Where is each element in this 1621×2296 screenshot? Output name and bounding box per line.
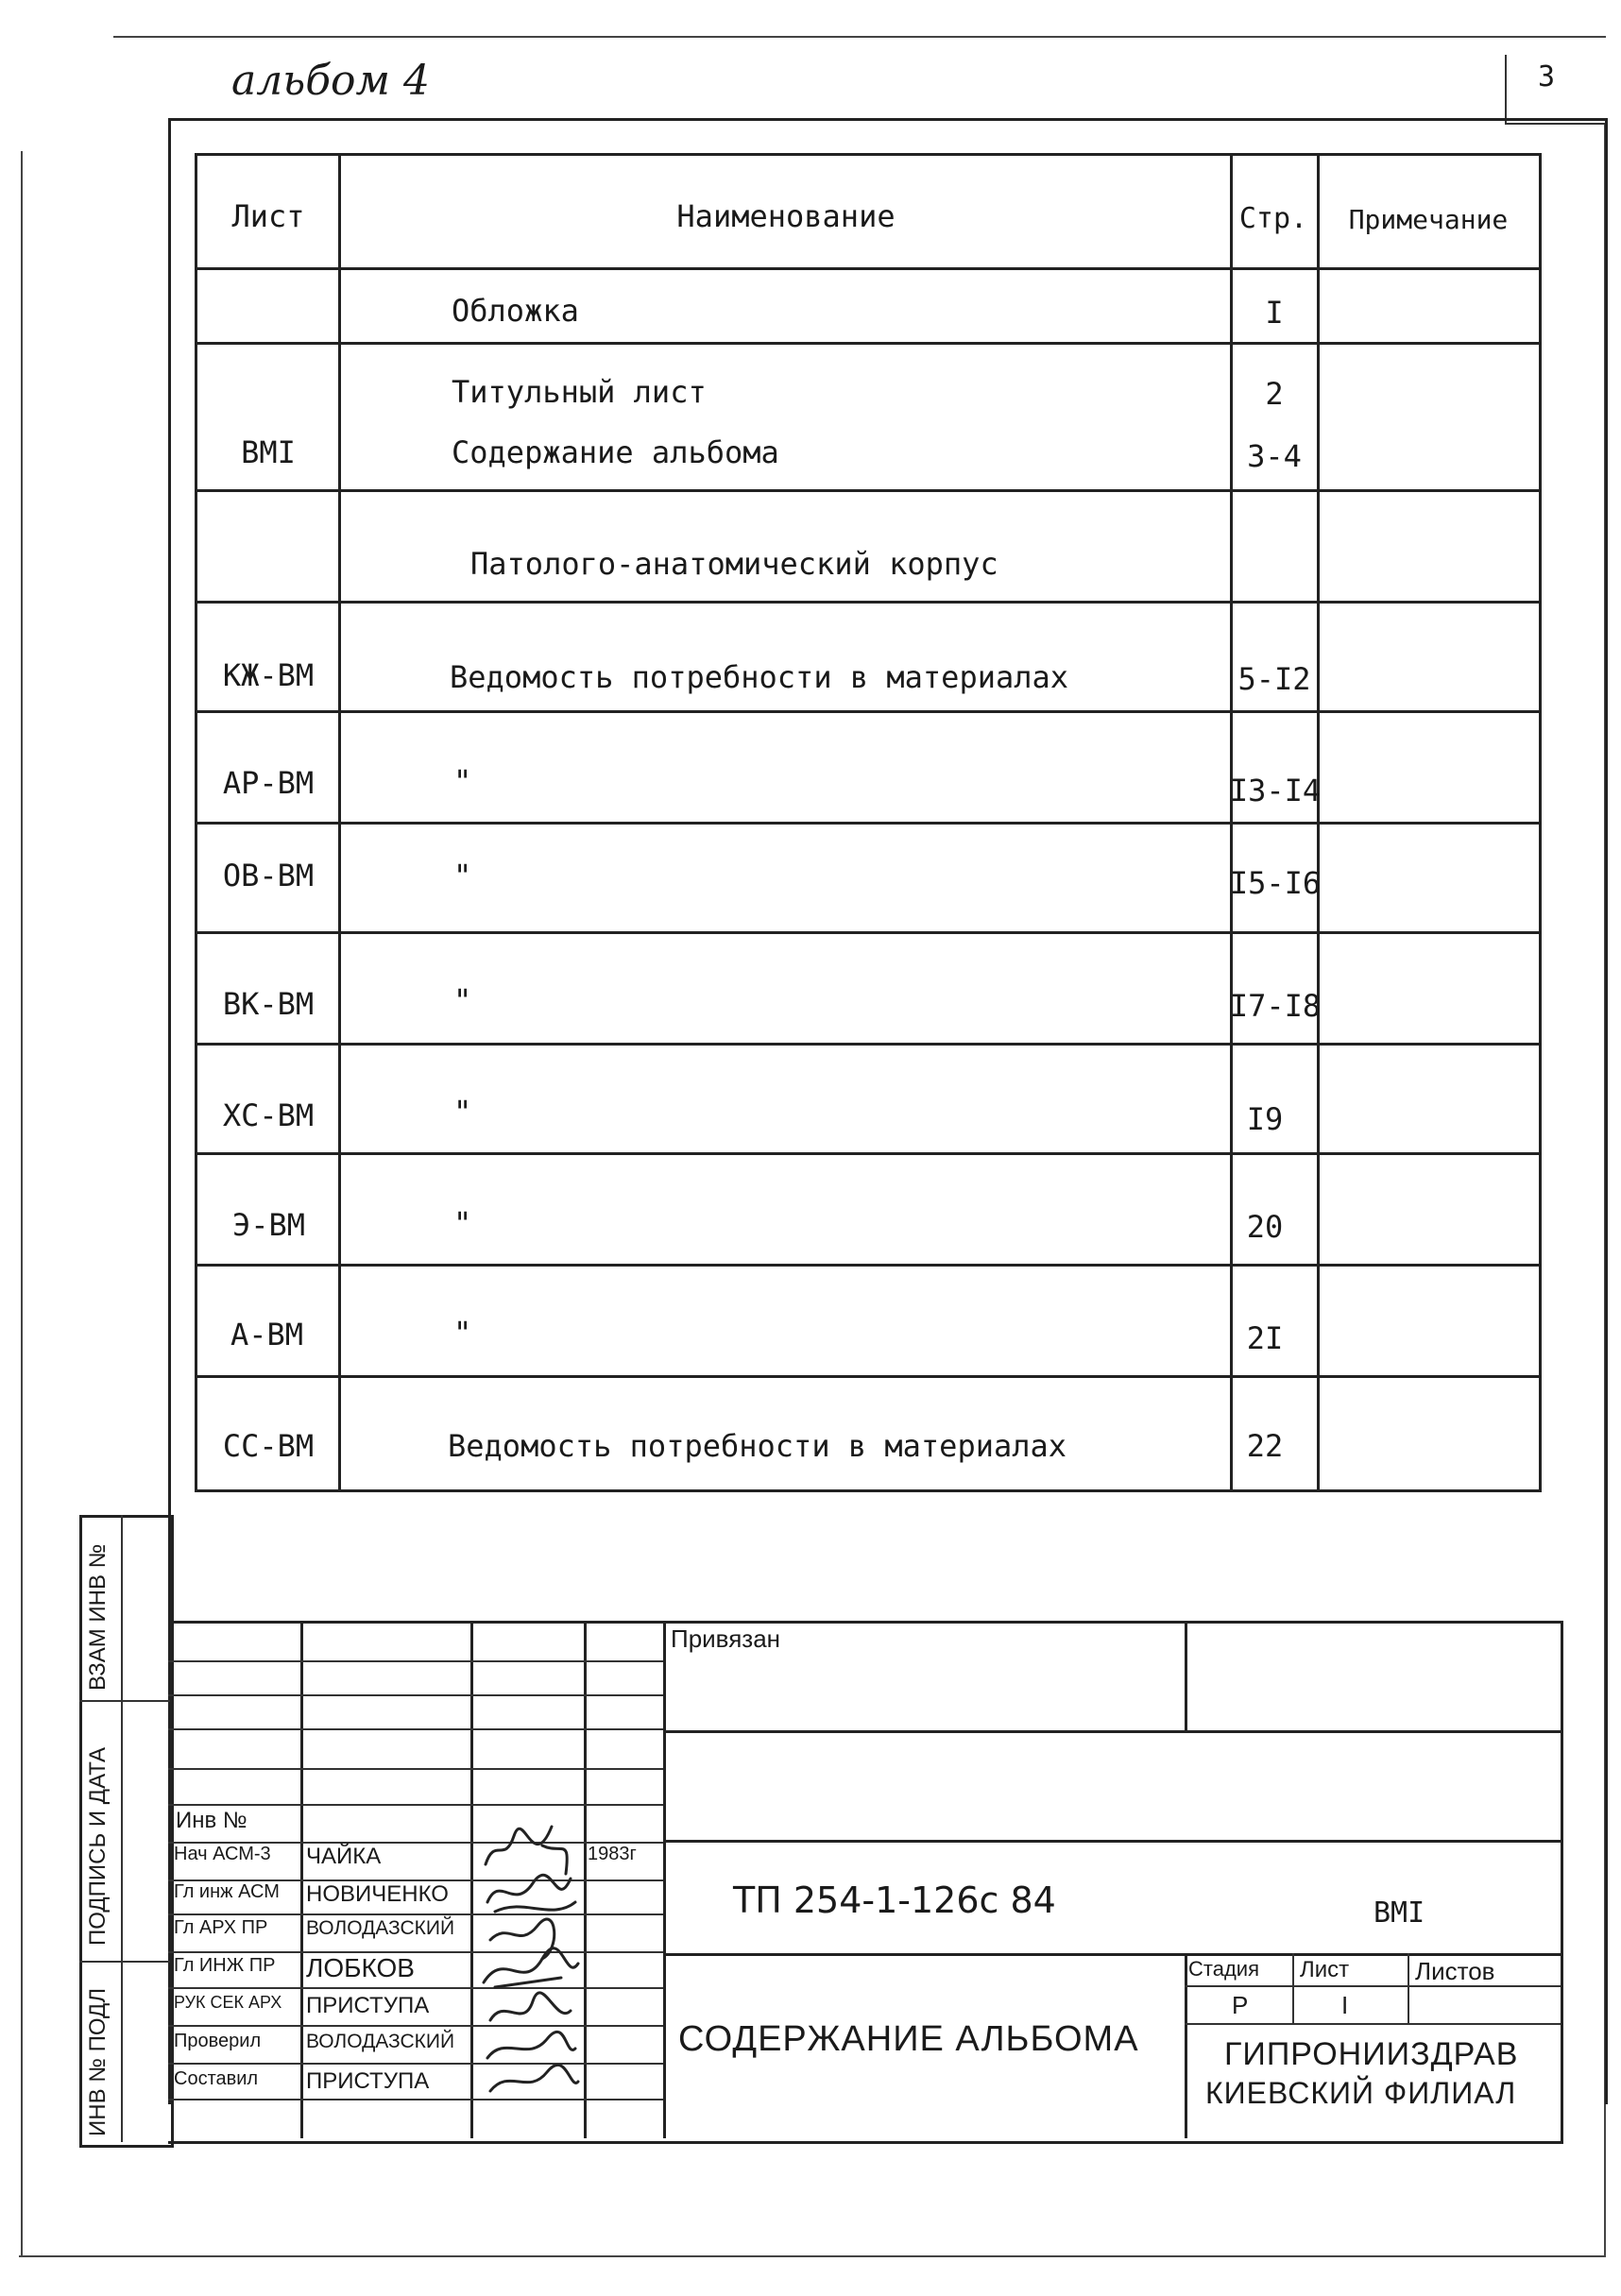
row-page: I [1265, 295, 1284, 331]
col-header-note: Примечание [1348, 204, 1509, 235]
row-name: Содержание альбома [452, 434, 779, 470]
side-strip-line [79, 1700, 170, 1702]
row-line [195, 489, 1539, 492]
section-title: Патолого-анатомический корпус [470, 546, 998, 582]
signatures-image [476, 1808, 582, 2100]
row-name: Ведомость потребности в материалах [450, 659, 1069, 695]
sheet-code: ВМI [1374, 1896, 1425, 1930]
stamp-row [663, 1730, 1561, 1733]
stamp-col [1292, 1953, 1294, 2025]
row-name: " [453, 982, 472, 1018]
label-vzam-inv: ВЗАМ ИНВ № [85, 1543, 111, 1691]
row-name: " [453, 763, 472, 799]
side-strip-divider [121, 1515, 123, 2142]
row-line [195, 1264, 1539, 1267]
stamp-role: Гл АРХ ПР [174, 1917, 268, 1938]
stamp-row [168, 2063, 663, 2065]
stamp-person: НОВИЧЕНКО [306, 1881, 449, 1907]
row-sheet: АР-ВМ [222, 765, 315, 801]
stamp-role: Проверил [174, 2031, 262, 2051]
sheets-header: Листов [1415, 1957, 1495, 1985]
stamp-row [168, 1987, 663, 1989]
col-header-name: Наименование [676, 198, 896, 234]
stamp-col [663, 1621, 666, 2138]
row-name: Обложка [452, 293, 579, 329]
sheet-value: I [1341, 1991, 1349, 2019]
stamp-row [168, 2025, 663, 2027]
row-sheet: Э-ВМ [232, 1207, 306, 1243]
stamp-person: ВОЛОДАЗСКИЙ [306, 1917, 455, 1939]
side-strip-line [79, 1961, 170, 1963]
row-sheet: А-ВМ [230, 1317, 304, 1352]
stamp-person: ВОЛОДАЗСКИЙ [306, 2031, 455, 2052]
album-label: альбом 4 [231, 57, 431, 105]
stamp-person: ПРИСТУПА [306, 1993, 430, 2018]
row-page: I9 [1246, 1101, 1284, 1137]
sheet-header: Лист [1300, 1957, 1350, 1982]
row-name: Ведомость потребности в материалах [448, 1428, 1067, 1464]
row-name: " [453, 1094, 472, 1130]
stamp-role: Составил [174, 2068, 259, 2089]
row-page: 5-I2 [1237, 661, 1311, 697]
page-number-box [1505, 55, 1606, 125]
stamp-row [1185, 1985, 1561, 1987]
row-line [195, 601, 1539, 604]
stamp-role: Нач АСМ-3 [174, 1844, 271, 1864]
stamp-role: РУК СЕК АРХ [174, 1993, 282, 2012]
stamp-person: ПРИСТУПА [306, 2068, 430, 2094]
document-code: ТП 254-1-126с 84 [733, 1879, 1056, 1921]
row-name: Титульный лист [452, 374, 707, 410]
row-page: 22 [1246, 1428, 1284, 1464]
stamp-row [168, 1804, 663, 1806]
stamp-row [168, 2099, 663, 2100]
stamp-row [663, 1953, 1561, 1956]
organization-branch: КИЕВСКИЙ ФИЛИАЛ [1205, 2076, 1517, 2110]
row-line [195, 267, 1539, 270]
row-sheet: ХС-ВМ [222, 1097, 315, 1133]
row-name: " [453, 858, 472, 893]
stamp-row [168, 1694, 663, 1696]
row-page: 3-4 [1247, 438, 1302, 474]
row-line [195, 1043, 1539, 1046]
stamp-row [168, 1768, 663, 1770]
row-sheet: ВМI [241, 434, 296, 470]
row-line [195, 1152, 1539, 1155]
stamp-col [1408, 1953, 1409, 2025]
col-header-sheet: Лист [231, 198, 305, 234]
left-border [21, 151, 23, 2257]
col-header-page: Стр. [1238, 202, 1308, 235]
stamp-person: ЛОБКОВ [306, 1953, 415, 1982]
row-page: 2 [1265, 376, 1284, 412]
organization-name: ГИПРОНИИЗДРАВ [1224, 2036, 1519, 2072]
row-line [195, 342, 1539, 345]
stamp-row [168, 1660, 663, 1662]
row-sheet: СС-ВМ [222, 1428, 315, 1464]
stamp-row [168, 1913, 663, 1915]
privyazan-label: Привязан [671, 1624, 781, 1653]
row-line [195, 822, 1539, 825]
row-page: I3-I4 [1229, 773, 1322, 808]
stamp-date: 1983г [588, 1844, 637, 1864]
top-border [113, 36, 1606, 38]
page-number: 3 [1538, 60, 1556, 94]
stamp-role: Гл ИНЖ ПР [174, 1955, 276, 1976]
label-podpis-data: ПОДПИСЬ И ДАТА [85, 1746, 111, 1946]
row-page: 20 [1246, 1209, 1284, 1245]
stamp-row [663, 1840, 1561, 1843]
row-name: " [453, 1205, 472, 1241]
row-page: I7-I8 [1229, 988, 1322, 1024]
stamp-role: Гл инж АСМ [174, 1881, 280, 1902]
row-sheet: КЖ-ВМ [222, 657, 315, 693]
stamp-col [1185, 1621, 1187, 1730]
bottom-border [19, 2255, 1606, 2257]
stamp-row [1185, 2023, 1561, 2025]
row-line [195, 1375, 1539, 1378]
stage-value: Р [1232, 1991, 1249, 2019]
row-sheet: ОВ-ВМ [222, 858, 315, 893]
row-line [195, 931, 1539, 934]
row-page: I5-I6 [1229, 865, 1322, 901]
label-inv-podl: ИНВ № ПОДЛ [85, 1987, 111, 2136]
stamp-person: ЧАЙКА [306, 1844, 382, 1869]
inv-no-label: Инв № [176, 1808, 247, 1833]
row-line [195, 710, 1539, 713]
stamp-col [1185, 1953, 1187, 2138]
stamp-row [168, 1728, 663, 1730]
stamp-title: СОДЕРЖАНИЕ АЛЬБОМА [678, 2019, 1139, 2059]
stage-header: Стадия [1188, 1957, 1259, 1981]
row-name: " [453, 1315, 472, 1351]
row-sheet: ВК-ВМ [222, 986, 315, 1022]
row-page: 2I [1246, 1320, 1284, 1356]
stamp-row [168, 1951, 663, 1953]
